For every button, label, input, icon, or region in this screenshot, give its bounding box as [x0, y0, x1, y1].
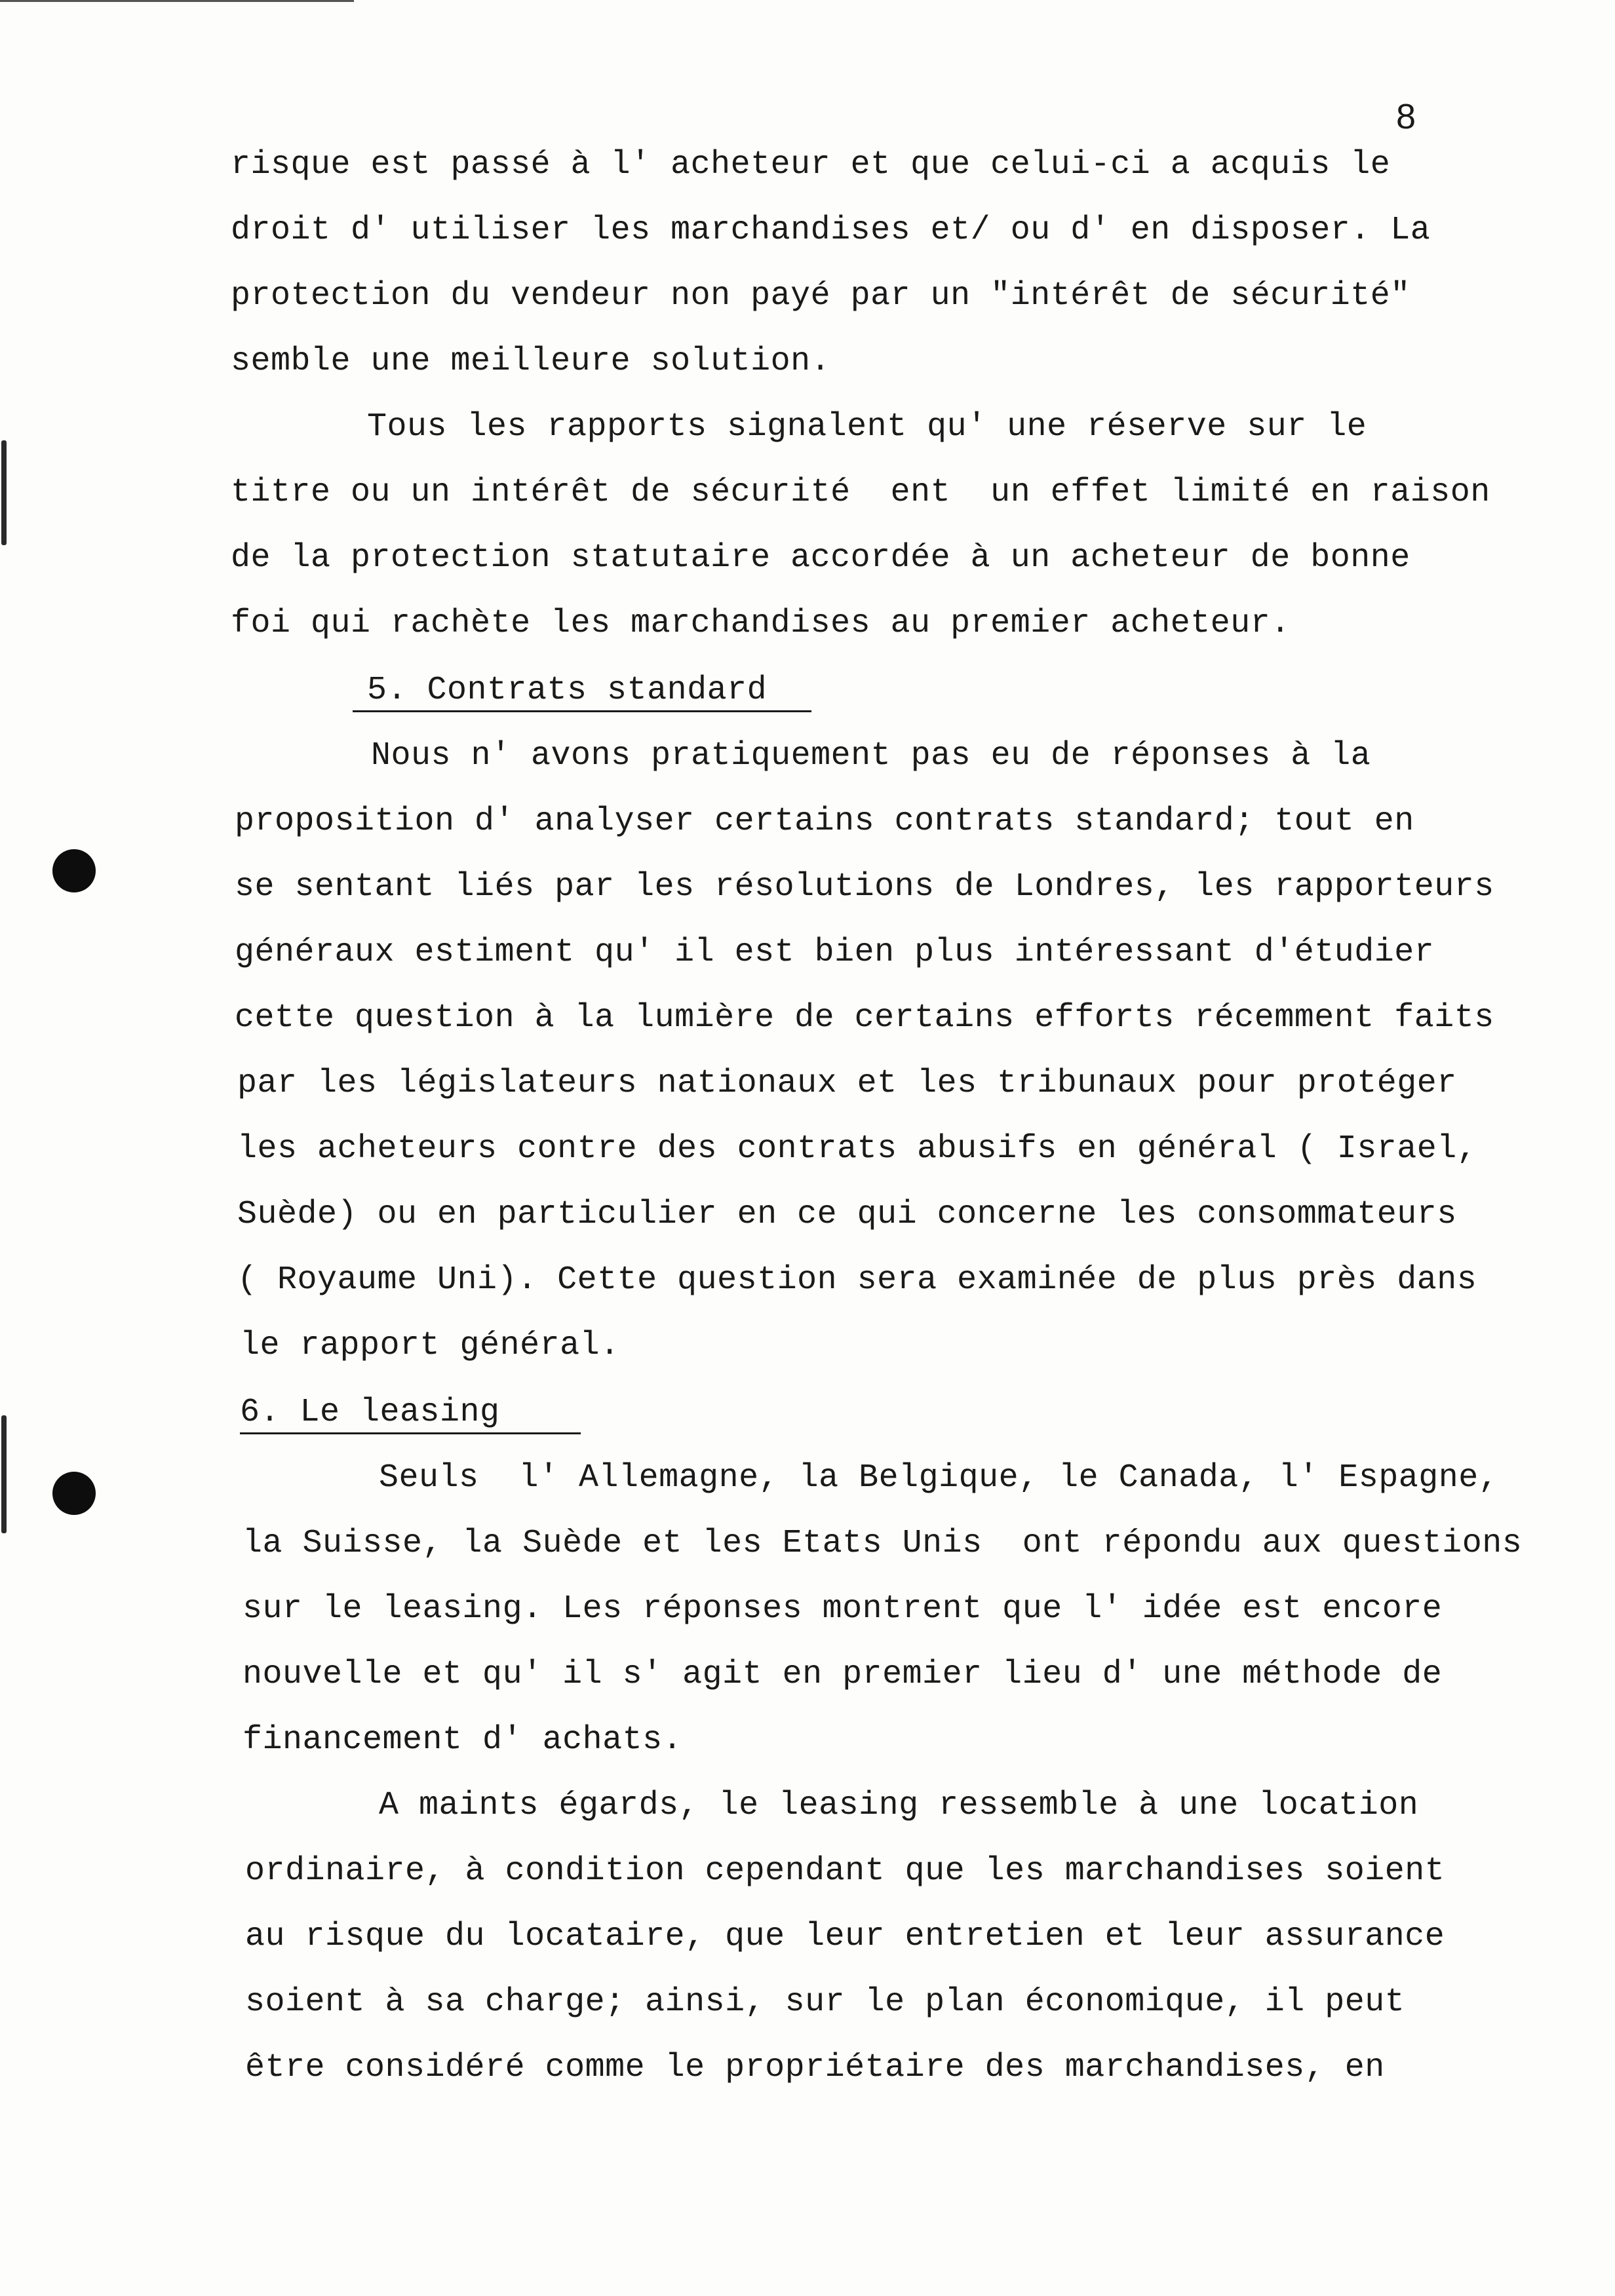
text-line: ordinaire, à condition cependant que les marchandises soient — [245, 1852, 1445, 1890]
heading-underline — [353, 710, 811, 712]
text-line: par les législateurs nationaux et les tribunaux pour protéger — [237, 1065, 1457, 1102]
text-line: le rapport général. — [240, 1327, 620, 1364]
text-line: Suède) ou en particulier en ce qui concerne les consommateurs — [237, 1196, 1457, 1233]
scan-margin-mark — [1, 440, 7, 545]
text-line: droit d' utiliser les marchandises et/ ou d' en disposer. La — [231, 212, 1431, 249]
text-line: Tous les rapports signalent qu' une réserve sur le — [367, 408, 1367, 446]
text-line: soient à sa charge; ainsi, sur le plan économique, il peut — [245, 1983, 1405, 2021]
text-line: A maints égards, le leasing ressemble à une location — [379, 1787, 1419, 1824]
text-line: semble une meilleure solution. — [231, 343, 831, 380]
scan-margin-mark — [1, 1415, 7, 1533]
text-line: de la protection statutaire accordée à un acheteur de bonne — [231, 539, 1411, 577]
text-line: foi qui rachète les marchandises au premier acheteur. — [231, 605, 1291, 642]
text-line: risque est passé à l' acheteur et que celui-ci a acquis le — [231, 146, 1391, 183]
binder-hole-icon — [52, 1472, 96, 1515]
text-line: protection du vendeur non payé par un "intérêt de sécurité" — [231, 277, 1411, 315]
section-heading-5: 5. Contrats standard — [367, 672, 768, 709]
text-line: la Suisse, la Suède et les Etats Unis ont répondu aux questions — [243, 1525, 1523, 1562]
text-line: se sentant liés par les résolutions de Londres, les rapporteurs — [235, 868, 1494, 906]
text-line: cette question à la lumière de certains efforts récemment faits — [235, 999, 1494, 1037]
page-number: 8 — [1396, 97, 1416, 136]
text-line: généraux estiment qu' il est bien plus intéressant d'étudier — [235, 934, 1435, 971]
text-line: proposition d' analyser certains contrats standard; tout en — [235, 803, 1414, 840]
section-heading-6: 6. Le leasing — [240, 1394, 500, 1431]
text-line: être considéré comme le propriétaire des marchandises, en — [245, 2049, 1385, 2086]
text-line: financement d' achats. — [243, 1721, 683, 1759]
heading-underline — [240, 1432, 581, 1434]
binder-hole-icon — [52, 849, 96, 892]
top-edge-rule — [0, 0, 354, 2]
text-line: nouvelle et qu' il s' agit en premier lieu d' une méthode de — [243, 1656, 1443, 1693]
text-line: titre ou un intérêt de sécurité ent un effet limité en raison — [231, 474, 1490, 511]
text-line: Seuls l' Allemagne, la Belgique, le Canada, l' Espagne, — [379, 1459, 1499, 1497]
text-line: les acheteurs contre des contrats abusifs en général ( Israel, — [237, 1130, 1477, 1168]
text-line: ( Royaume Uni). Cette question sera examinée de plus près dans — [237, 1261, 1477, 1299]
text-line: Nous n' avons pratiquement pas eu de réponses à la — [371, 737, 1371, 775]
text-line: sur le leasing. Les réponses montrent que l' idée est encore — [243, 1590, 1443, 1628]
text-line: au risque du locataire, que leur entretien et leur assurance — [245, 1918, 1445, 1955]
